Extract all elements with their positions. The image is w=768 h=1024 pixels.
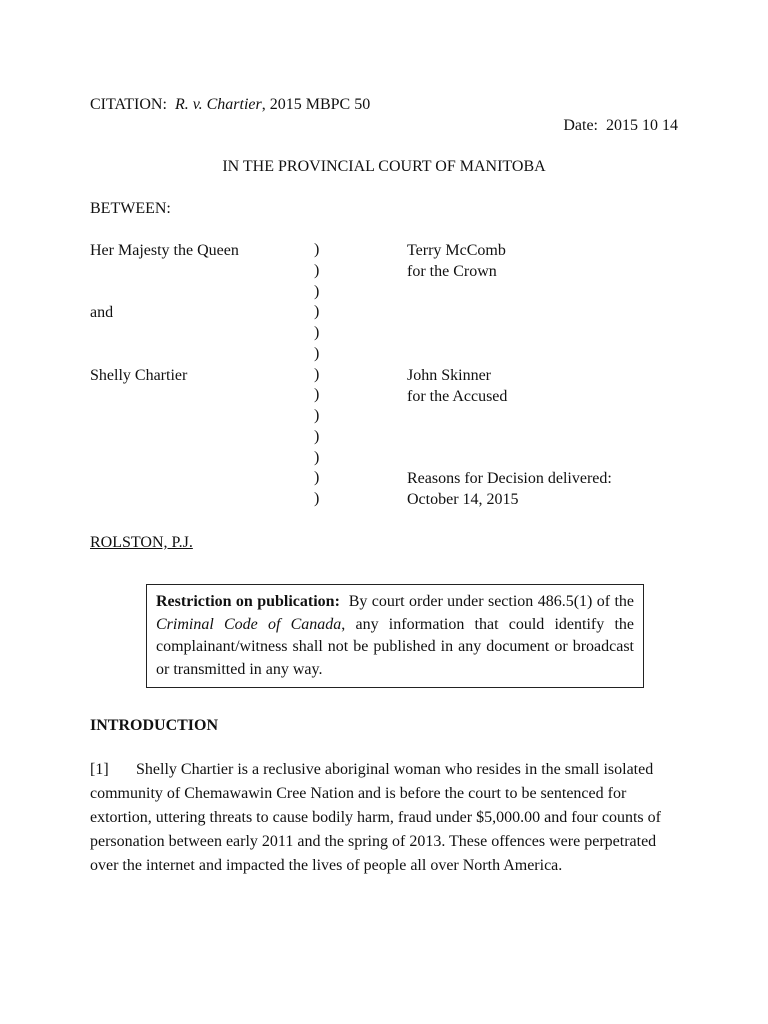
date-line (563, 116, 678, 136)
restriction-heading: Restriction on publication: (156, 593, 340, 610)
introduction-heading: INTRODUCTION (90, 717, 219, 734)
paren: ) (314, 469, 320, 487)
paren: ) (314, 344, 320, 362)
restriction-text-after: , any information that could identify the complainant/witness shall not be published in any document or broadcast or transmitted in any way. (156, 615, 634, 678)
court-heading: IN THE PROVINCIAL COURT OF MANITOBA (222, 158, 546, 175)
publication-restriction-text (156, 591, 634, 681)
paren: ) (314, 448, 320, 466)
paragraph-1 (90, 758, 670, 878)
restriction-statute: Criminal Code of Canada (156, 615, 342, 633)
paren: ) (314, 261, 320, 279)
counsel-crown-role: for the Crown (407, 263, 497, 280)
paren: ) (314, 386, 320, 404)
citation-line (90, 95, 370, 115)
paren: ) (314, 282, 320, 300)
paren: ) (314, 427, 320, 445)
counsel-accused-name: John Skinner (407, 367, 491, 384)
judge-name: ROLSTON, P.J. (90, 534, 193, 551)
decision-date: October 14, 2015 (407, 491, 519, 508)
paragraph-number: [1] (90, 761, 109, 778)
paren: ) (314, 490, 320, 507)
citation-reference: , 2015 MBPC 50 (261, 96, 371, 113)
date-label: Date: (563, 117, 598, 134)
parenthesis-column (314, 240, 326, 510)
paren: ) (314, 303, 320, 321)
publication-restriction-box (146, 584, 644, 688)
counsel-accused-role: for the Accused (407, 388, 508, 405)
paren: ) (314, 365, 320, 383)
citation-case-name: R. v. Chartier (174, 96, 262, 113)
citation-label: CITATION: (90, 96, 167, 113)
paragraph-text: Shelly Chartier is a reclusive aboriginal woman who resides in the small isolated community of Chemawawin Cree Nation and is before the court to be sentenced for extortion, uttering threats to cause bodily harm, fraud under $5,000.00 and four counts of personation between early 2011 and the spring of 2013. These offences were perpetrated over the internet and impacted the lives of people all over North America. (90, 761, 661, 874)
paren: ) (314, 407, 320, 424)
decision-label: Reasons for Decision delivered: (407, 470, 612, 487)
restriction-text-before: By court order under section 486.5(1) of the (348, 593, 634, 610)
party-crown: Her Majesty the Queen (90, 242, 239, 259)
party-accused: Shelly Chartier (90, 367, 188, 384)
between-label: BETWEEN: (90, 200, 171, 217)
date-value: 2015 10 14 (606, 117, 678, 134)
counsel-crown-name: Terry McComb (407, 242, 506, 259)
party-and: and (90, 304, 114, 321)
paren: ) (314, 324, 320, 341)
paren: ) (314, 241, 320, 258)
